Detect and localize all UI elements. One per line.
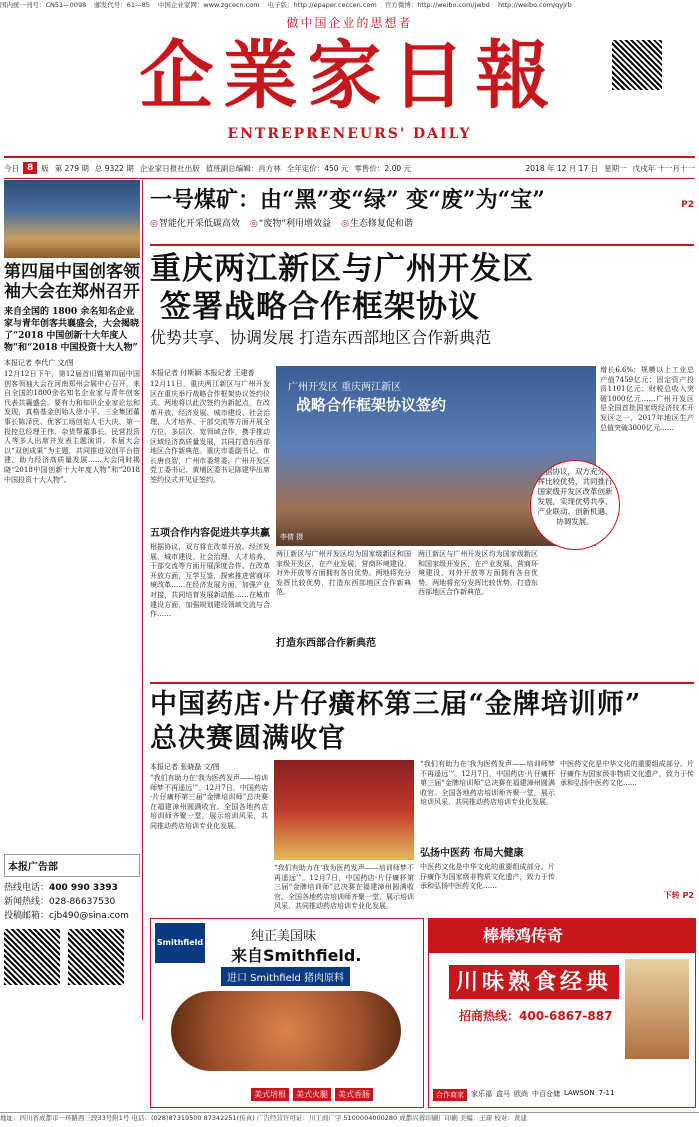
ad1-food-image [171,991,401,1071]
lead-story-head [150,250,694,348]
footer: 地址：四川省成都市一环路西三段33号附1号 电话：(028)87319500 87342251(传真) 广告经营许可证：川工商广字 5100004000280 成都兴蓉印刷厂印刷 美编：王琛 校对：黄建 [0,1112,699,1127]
top-item: http://weibo.com/qyjrb [497,1,572,9]
smithfield-logo: Smithfield [155,923,205,963]
left-qr-row [4,929,140,985]
ad1-items [251,1088,373,1101]
left-lead: 来自全国的 1800 余名知名企业家与青年创客共襄盛会，大会揭晓了“2018 中国创新十大年度人物”和“2018 中国投资十大人物” [4,307,140,353]
ad1-line: 来自Smithfield. [231,946,362,965]
info-publisher: 企业家日报社出版 [139,163,200,173]
left-contacts [4,881,140,923]
lead-col3 [418,550,538,678]
lead-col2 [276,550,411,678]
lead-col4 [600,366,694,678]
lead-subtitle: 优势共享、协调发展 打造东西部地区合作新典范 [150,328,492,347]
ad2-partners [433,1089,691,1101]
story2-col3-text: “我们有助力在‘我为医药发声——培训师梦不再遥远’”。12月7日，中国药店·片仔癀杯第三届“金牌培训师”总决赛在福建漳州圆满收官。全国各地药店培训师齐聚一堂，展示培训风采，共同推动药店培训专业化发展。 [420,760,555,807]
top-item: 电子版：http://epaper.ceccen.com [267,1,377,9]
story2-col2-text: “我们有助力在‘我为医药发声——培训师梦不再遥远’”。12月7日，中国药店·片仔癀杯第三届“金牌培训师”总决赛在福建漳州圆满收官。全国各地药店培训师齐聚一堂，展示培训风采，共同推动药店培训专业化发展。 [274,864,414,910]
story1-page-ref[interactable]: P2 [681,200,694,210]
partner-logo: 欧尚 [514,1090,528,1098]
info-editor: 值班副总编辑：肖方林 [205,163,281,173]
story2-col4-text: 中医药文化是中华文化的重要组成部分。片仔癀作为国家级非物质文化遗产，致力于传承和弘扬中医药文化…… [560,760,694,788]
top-info-line [0,0,699,14]
ad1-item: 美式培根 [251,1088,289,1101]
hotline-label: 热线电话： [4,883,50,893]
story1-block [150,186,694,229]
partner-label: 合作商家 [433,1089,467,1101]
left-byline: 本报记者 李代广 文/图 [4,359,74,367]
partner-logo: LAWSON [564,1089,595,1097]
story2-col3 [420,760,555,910]
news-label: 新闻热线： [4,897,50,907]
info-lunar: 戊戌年 十一月十一 [632,163,695,173]
tag-item: ◎ 生态修复促和谐 [341,216,413,229]
left-body: 12月12日下午，第12届首旧暨第四届中国创客领袖大会在河南郑州会展中心召开，来自全国的1800余名知名企业家与青年创客代表共襄盛会。要有力和知识企业家论坛和发现，真格基金创始人徐小平、三全集团董事长陈泽民、优客工场创始人毛大庆、第一投控总经理王伟、杂货帮董事长、民营投资人等多人出席并发表主题演讲。本届大会以“双创成果”为主题，共同推进双创平台搭建，助力经济高质量发展……大会同时揭晓“2018中国创新十大年度人物”和“2018中国投资十大人物”。 [4,370,140,484]
info-date: 2018 年 12 月 17 日 [525,163,599,173]
info-total: 总 9322 期 [94,163,134,173]
left-ad-title: 本报广告部 [8,862,58,873]
tag-item: ◎ 智能化开采低碳高效 [150,216,240,229]
info-annual-price: 全年定价：450 元 [286,163,349,173]
ad1-title: 纯正美国味 [251,929,317,944]
lead-col1-text: 12月11日，重庆两江新区与广州开发区在重庆举行战略合作框架协议签约仪式。两地将以此次签约为新起点，在改革开放、经济发展、城市建设、社会治理、人才培养、干部交流等方面开展全方位、多层次、宽领域合作，携手推动区域经济高质量发展，共同打造东西部地区合作新典范。重庆市委副书记、市长唐良智，广州市委常委、广州开发区党工委书记、黄埔区委书记陈建华出席签约仪式并见证签约。 [150,380,270,484]
masthead-english: ENTREPRENEURS' DAILY [227,126,472,142]
info-issue: 第 279 期 [54,163,89,173]
top-item: 邮发代号：61—85 [94,1,150,9]
email-label: 投稿邮箱： [4,911,50,921]
story2-col1 [150,760,268,910]
story2-page-ref[interactable]: 下转 P2 [663,891,694,900]
ad2-store-photo [625,959,689,1059]
column-divider [142,180,143,1020]
ad1-item: 美式香肠 [335,1088,373,1101]
left-photo [4,180,140,258]
partner-logo: 家乐福 [471,1090,492,1098]
hotline-number: 400 990 3393 [49,883,118,893]
ad1-sub: 进口 Smithfield 猪肉原料 [221,967,350,986]
story2-body2: 中医药文化是中华文化的重要组成部分。片仔癀作为国家级非物质文化遗产，致力于传承和弘扬中医药文化…… [420,863,555,891]
photo-banner-2: 战略合作框架协议签约 [296,396,447,414]
lead-col3-text: 两江新区与广州开发区均为国家级新区和国家级开发区，在产业发展、营商环境建设、对外开放等方面拥有各自优势。两地将充分发挥比较优势，打造东西部地区合作新典范。 [418,550,538,597]
lead-col2-text: 两江新区与广州开发区均为国家级新区和国家级开发区，在产业发展、营商环境建设、对外开放等方面拥有各自优势。两地将充分发挥比较优势，打造东西部地区合作新典范。 [276,550,411,597]
partner-logo: 中百仓储 [532,1090,560,1098]
story2-head [150,688,694,756]
story2-headline-2[interactable]: 总决赛圆满收官 [150,723,346,754]
info-week: 星期一 [604,163,627,173]
photo-banner-1: 广州开发区 重庆两江新区 [288,382,402,393]
top-item: 中国企业家网：www.zgcecn.com [157,1,260,9]
masthead: 企業家日報 [139,33,560,119]
today-label: 今日 [4,163,19,173]
lead-byline: 本报记者 付斯颖 本报记者 王建普 [150,369,255,377]
qr-code [612,40,662,90]
lead-headline-1[interactable]: 重庆两江新区与广州开发区 [150,251,534,287]
ad-smithfield[interactable] [150,918,424,1108]
photo-caption: 根据协议，双方充分发挥比较优势，共同推行国家级开发区改革创新发展，实现优势共享、产业联动、创新机遇、协调发展。 [537,467,613,526]
qr-code-wechat [68,929,124,985]
story1-tags [150,216,694,229]
lead-headline-2[interactable]: 签署战略合作框架协议 [160,289,480,325]
story2-photo [274,760,414,860]
story2-body: “我们有助力在‘我为医药发声——培训师梦不再遥远’”。12月7日，中国药店·片仔癀杯第三届“金牌培训师”总决赛在福建漳州圆满收官。全国各地药店培训师齐聚一堂，展示培训风采，共同推动药店培训专业化发展。 [150,774,268,830]
lead-col1b-text: 根据协议，双方将在改革开放、经济发展、城市建设、社会治理、人才培养、干部交流等方面开展深度合作。在改革开放方面，互学互鉴，探索推进营商环境改革……在经济发展方面，加强产业对接，共同培育发展新动能……在城市建设方面，加强规划建设领域交流与合作…… [150,543,270,619]
lead-col1 [150,366,270,678]
ad2-slogan: 川味熟食经典 [449,965,619,999]
ad1-item: 美式火腿 [293,1088,331,1101]
tag-item: ◎ “废物”利用增效益 [250,216,331,229]
qr-code-weibo [4,929,60,985]
lead-col2-subhead: 打造东西部合作新典范 [276,638,376,649]
story1-headline[interactable]: 一号煤矿：由“黑”变“绿” 变“废”为“宝” [150,187,545,213]
story2-col2 [274,864,414,910]
info-bar [4,156,695,179]
page-count: 8 [23,162,37,174]
news-number: 028-86637530 [49,897,116,907]
red-rule-2 [150,682,694,684]
ban-label: 版 [41,163,49,173]
lead-col4-text: 增长6.6%；规模以上工业总产值7459亿元；固定资产投资1101亿元；财税总收入突破1000亿元……广州开发区是全国首批国家级经济技术开发区之一，2017年地区生产总值突破3000亿元…… [600,366,694,432]
story2-headline-1[interactable]: 中国药店·片仔癀杯第三届“金牌培训师” [150,689,642,720]
email-address: cjb490@sina.com [49,911,129,921]
photo-credit: 李倩 摄 [280,533,304,541]
partner-logo: 7-11 [598,1089,615,1097]
top-item: 国内统一刊号：CN51—0098 [0,1,87,9]
lead-col1-subhead: 五项合作内容促进共享共赢 [150,528,270,539]
ad-bangbangji[interactable] [428,918,696,1108]
left-headline[interactable]: 第四届中国创客领袖大会在郑州召开 [4,262,140,302]
left-column [4,180,140,1020]
ad2-hotline: 招商热线：400-6867-887 [459,1009,613,1023]
story2-subhead: 弘扬中医药 布局大健康 [420,848,524,859]
left-ad-box [4,854,140,877]
top-item: 官方微博：http://weibo.com/jwbd [384,1,490,9]
ad2-brand: 棒棒鸡传奇 [429,919,695,953]
info-retail-price: 零售价：2.00 元 [354,163,412,173]
story2-col4 [560,760,694,910]
slogan: 做中国企业的思想者 [286,16,413,30]
partner-logo: 盒马 [496,1090,510,1098]
red-rule [150,244,694,246]
story2-byline: 本报记者 张晓磊 文/图 [150,763,220,771]
